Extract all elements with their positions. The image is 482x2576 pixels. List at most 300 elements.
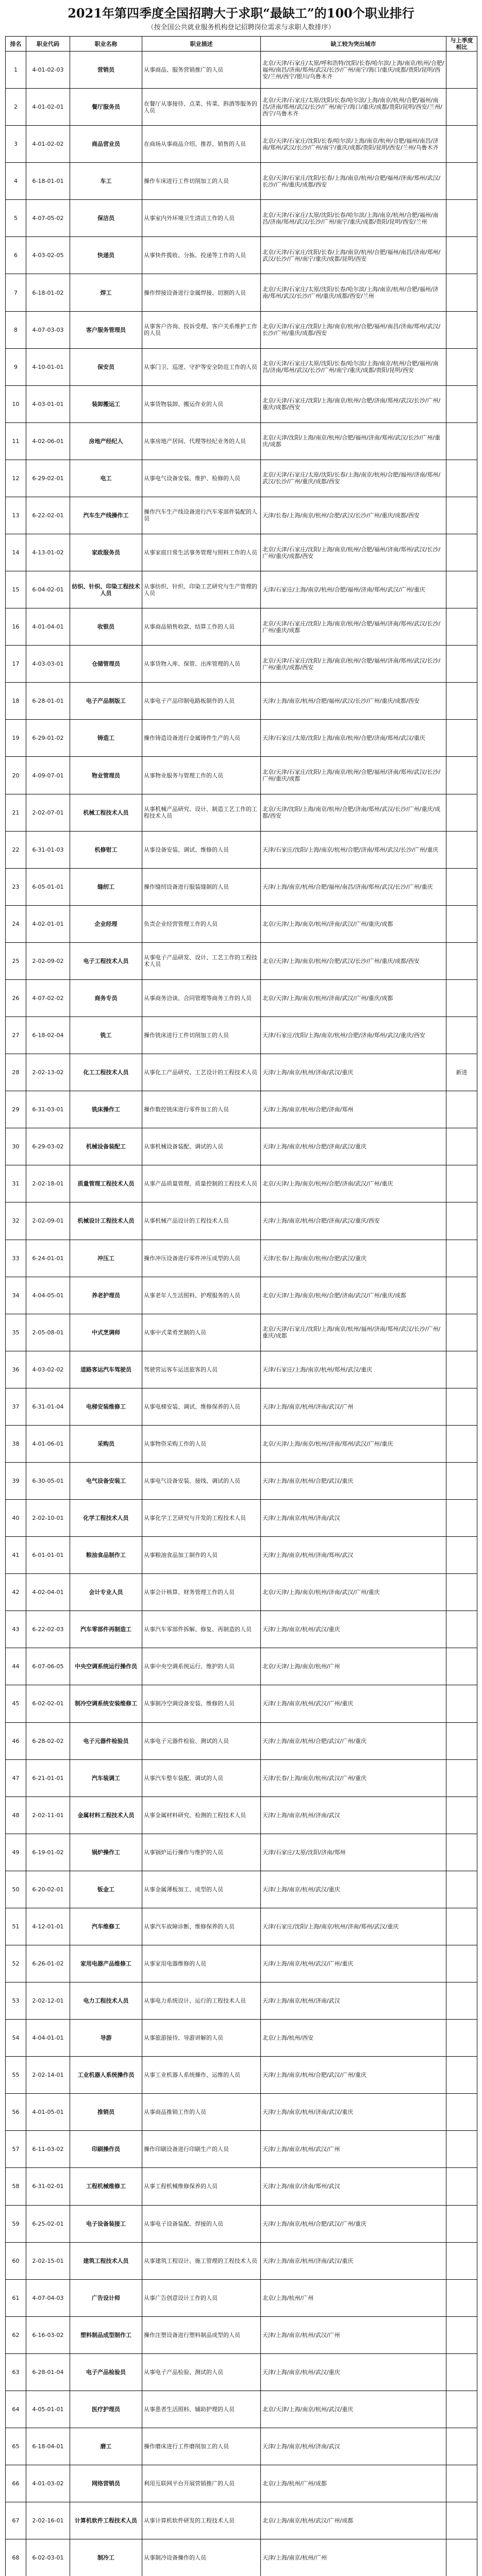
table-row <box>6 720 477 757</box>
cell-description: 操作铸造设备进行金属铸件生产的人员 <box>142 720 261 757</box>
cell-name: 客户服务管理员 <box>70 311 142 348</box>
table-body <box>6 52 477 2576</box>
cell-name: 机械设计工程技术人员 <box>70 1202 142 1240</box>
table-row <box>6 1759 477 1797</box>
cell-description: 从事商品推销工作的人员 <box>142 2094 261 2131</box>
cell-cities: 北京/天津/上海/南京/杭州/济南/武汉/广州/重庆/成都 <box>261 979 446 1016</box>
cell-code: 4-02-04-01 <box>26 1574 70 1611</box>
cell-cities: 天津/上海/南京/杭州/武汉/广州/重庆 <box>261 1945 446 1982</box>
cell-code: 4-01-03-02 <box>26 2465 70 2502</box>
cell-rank: 2 <box>6 89 26 126</box>
cell-code: 6-20-02-01 <box>26 1871 70 1908</box>
cell-code: 6-22-02-03 <box>26 1611 70 1648</box>
cell-description: 从事房地产居间、代理等经纪业务的人员 <box>142 422 261 460</box>
cell-code: 6-02-03-01 <box>26 2539 70 2576</box>
cell-name: 采购员 <box>70 1425 142 1462</box>
cell-change <box>446 1388 477 1425</box>
cell-rank: 35 <box>6 1314 26 1351</box>
table-row <box>6 126 477 163</box>
cell-description: 从事物业服务与管理工作的人员 <box>142 757 261 794</box>
cell-description: 操作磨床进行工件磨削加工的人员 <box>142 2428 261 2465</box>
cell-description: 从事中式菜肴烹制的人员 <box>142 1314 261 1351</box>
cell-rank: 56 <box>6 2094 26 2131</box>
cell-cities: 北京/天津/石家庄/太原/沈阳/长春/上海/南京/杭州/合肥/福州/济南/郑州/武汉/长沙/广州/重庆/成都/西安 <box>261 460 446 497</box>
cell-cities: 北京/天津/上海/南京/杭州/合肥/济南/武汉/广州/重庆 <box>261 1165 446 1202</box>
cell-cities: 北京/天津/石家庄/太原/沈阳/长春/哈尔滨/上海/南京/杭州/合肥/福州/济南/郑州/武汉/长沙/广州/重庆/成都/西安/兰州 <box>261 274 446 311</box>
cell-rank: 44 <box>6 1648 26 1685</box>
cell-cities: 天津/长春/上海/南京/杭州/合肥/武汉/重庆 <box>261 1240 446 1277</box>
cell-name: 汽车零部件再制造工 <box>70 1611 142 1648</box>
cell-name: 锅炉操作工 <box>70 1834 142 1871</box>
cell-cities: 北京/天津/石家庄/太原/沈阳/长春/哈尔滨/上海/南京/杭州/合肥/福州/南昌/济南/郑州/武汉/长沙/广州/南宁/海口/重庆/成都/贵阳/昆明/西安/兰州/西宁/乌鲁木齐 <box>261 89 446 126</box>
cell-cities: 北京/天津/石家庄/沈阳/上海/南京/杭州/合肥/福州/南昌/济南/郑州/武汉/长沙/广州/重庆/成都/西安 <box>261 311 446 348</box>
cell-cities: 北京/天津/石家庄/沈阳/上海/南京/杭州/合肥/福州/济南/郑州/武汉/长沙/广州/重庆/成都 <box>261 608 446 646</box>
cell-name: 商务专员 <box>70 979 142 1016</box>
cell-description: 从事工程机械维修保养的人员 <box>142 2168 261 2205</box>
cell-change <box>446 2502 477 2539</box>
cell-rank: 65 <box>6 2428 26 2465</box>
cell-description: 在商场从事商品介绍、推荐、销售的人员 <box>142 126 261 163</box>
cell-code: 6-05-01-01 <box>26 868 70 905</box>
cell-rank: 9 <box>6 348 26 385</box>
header-change: 与上季度相比 <box>446 37 477 52</box>
cell-rank: 62 <box>6 2316 26 2353</box>
cell-cities: 北京/上海/杭州/西安 <box>261 2020 446 2057</box>
cell-description: 从事汽车整车装配、调试的人员 <box>142 1759 261 1797</box>
table-row <box>6 1685 477 1722</box>
cell-change <box>446 274 477 311</box>
cell-rank: 12 <box>6 460 26 497</box>
cell-change <box>446 311 477 348</box>
header-code: 职业代码 <box>26 37 70 52</box>
table-row <box>6 348 477 385</box>
cell-rank: 33 <box>6 1240 26 1277</box>
table-row <box>6 683 477 720</box>
cell-name: 钣金工 <box>70 1871 142 1908</box>
cell-change <box>446 1537 477 1574</box>
table-row <box>6 868 477 905</box>
cell-name: 铸造工 <box>70 720 142 757</box>
cell-description: 从事机械设备装配、调试的人员 <box>142 1128 261 1165</box>
cell-name: 物业管理员 <box>70 757 142 794</box>
cell-name: 粮油食品制作工 <box>70 1537 142 1574</box>
cell-code: 6-31-02-01 <box>26 2168 70 2205</box>
cell-name: 电子元器件检验员 <box>70 1722 142 1759</box>
cell-description: 从事电气设备安装、接线、调试的人员 <box>142 1462 261 1499</box>
cell-rank: 47 <box>6 1759 26 1797</box>
cell-rank: 15 <box>6 571 26 608</box>
cell-code: 4-03-02-02 <box>26 1351 70 1388</box>
cell-description: 从事电子产品研发、设计、工艺工作的工程技术人员 <box>142 942 261 979</box>
cell-change <box>446 89 477 126</box>
cell-cities: 天津/石家庄/沈阳/上海/南京/杭州/合肥/济南/郑州/武汉/长沙/广州/重庆 <box>261 831 446 868</box>
cell-change <box>446 1500 477 1537</box>
document-subtitle: （按全国公共就业服务机构登记招聘岗位需求与求职人数排序） <box>147 24 335 31</box>
cell-code: 6-24-01-01 <box>26 1240 70 1277</box>
cell-code: 2-02-09-02 <box>26 942 70 979</box>
cell-description: 从事电力系统设计、运行的工程技术人员 <box>142 1982 261 2020</box>
cell-change <box>446 1834 477 1871</box>
cell-name: 冲压工 <box>70 1240 142 1277</box>
cell-rank: 39 <box>6 1462 26 1499</box>
cell-description: 从事家用电器维修的人员 <box>142 1945 261 1982</box>
table-row <box>6 2539 477 2576</box>
cell-rank: 19 <box>6 720 26 757</box>
cell-cities: 天津/石家庄/沈阳/上海/南京/杭州/济南/郑州/武汉/重庆 <box>261 1908 446 1945</box>
cell-cities: 天津/石家庄/太原/沈阳/济南/郑州 <box>261 1834 446 1871</box>
cell-code: 6-31-01-03 <box>26 831 70 868</box>
cell-change <box>446 422 477 460</box>
cell-rank: 20 <box>6 757 26 794</box>
cell-name: 营销员 <box>70 52 142 89</box>
table-row <box>6 1240 477 1277</box>
cell-name: 电子产品检验员 <box>70 2353 142 2391</box>
table-row <box>6 2391 477 2428</box>
cell-rank: 48 <box>6 1797 26 1834</box>
cell-rank: 30 <box>6 1128 26 1165</box>
cell-name: 铣床操作工 <box>70 1091 142 1128</box>
cell-change <box>446 2316 477 2353</box>
cell-code: 4-10-01-01 <box>26 348 70 385</box>
cell-cities: 天津/石家庄/太原/沈阳/上海/南京/杭州/合肥/济南/郑州/武汉/重庆 <box>261 720 446 757</box>
cell-name: 商品营业员 <box>70 126 142 163</box>
cell-rank: 54 <box>6 2020 26 2057</box>
cell-description: 从事产品质量管理、质量控制的工程技术人员 <box>142 1165 261 1202</box>
cell-name: 建筑工程技术人员 <box>70 2242 142 2279</box>
cell-change <box>446 1091 477 1128</box>
cell-name: 会计专业人员 <box>70 1574 142 1611</box>
cell-cities: 天津/上海/南京/杭州/合肥/武汉/重庆 <box>261 1462 446 1499</box>
cell-description: 从事化学工艺研究与开发的工程技术人员 <box>142 1500 261 1537</box>
cell-change <box>446 1574 477 1611</box>
table-row <box>6 1648 477 1685</box>
cell-name: 广告设计师 <box>70 2279 142 2316</box>
cell-rank: 16 <box>6 608 26 646</box>
cell-code: 6-19-01-02 <box>26 1834 70 1871</box>
cell-change <box>446 2131 477 2168</box>
table-row <box>6 1611 477 1648</box>
cell-code: 6-01-01-01 <box>26 1537 70 1574</box>
cell-description: 从事电子元器件检验、测试的人员 <box>142 1722 261 1759</box>
header-description: 职业描述 <box>142 37 261 52</box>
cell-name: 金属材料工程技术人员 <box>70 1797 142 1834</box>
cell-change <box>446 52 477 89</box>
cell-rank: 7 <box>6 274 26 311</box>
cell-rank: 24 <box>6 905 26 942</box>
cell-cities: 天津/上海/南京/杭州/合肥/济南/武汉/重庆/西安 <box>261 1202 446 1240</box>
cell-code: 6-28-02-02 <box>26 1722 70 1759</box>
cell-code: 4-13-01-02 <box>26 534 70 571</box>
cell-cities: 北京/天津/石家庄/沈阳/上海/南京/杭州/合肥/福州/济南/郑州/武汉/长沙/广州/重庆/成都/西安 <box>261 646 446 683</box>
cell-description: 从事汽车零部件拆解、修复、再制造的人员 <box>142 1611 261 1648</box>
cell-name: 缝纫工 <box>70 868 142 905</box>
cell-name: 质量管理工程技术人员 <box>70 1165 142 1202</box>
cell-cities: 天津/石家庄/沈阳/上海/南京/杭州/合肥/济南/郑州/武汉/重庆/西安 <box>261 1017 446 1054</box>
cell-change <box>446 2353 477 2391</box>
cell-code: 2-05-08-01 <box>26 1314 70 1351</box>
cell-code: 6-11-03-02 <box>26 2131 70 2168</box>
cell-name: 制冷空调系统安装维修工 <box>70 1685 142 1722</box>
cell-code: 2-02-10-01 <box>26 1500 70 1537</box>
cell-change <box>446 683 477 720</box>
cell-rank: 42 <box>6 1574 26 1611</box>
cell-code: 4-02-06-01 <box>26 422 70 460</box>
table-row <box>6 497 477 534</box>
cell-rank: 28 <box>6 1054 26 1091</box>
cell-description: 从事电梯安装、调试、维修保养的人员 <box>142 1388 261 1425</box>
table-row <box>6 2465 477 2502</box>
cell-name: 保洁员 <box>70 200 142 237</box>
cell-description: 从事广告创意设计工作的人员 <box>142 2279 261 2316</box>
cell-description: 负责企业经营管理工作的人员 <box>142 905 261 942</box>
cell-change <box>446 942 477 979</box>
document-title: 2021年第四季度全国招聘大于求职“最缺工”的100个职业排行 <box>68 6 414 21</box>
cell-cities: 天津/石家庄/上海/南京/杭州/郑州/武汉/重庆 <box>261 1351 446 1388</box>
cell-rank: 25 <box>6 942 26 979</box>
table-row <box>6 460 477 497</box>
cell-cities: 天津/上海/南京/杭州/济南/武汉 <box>261 1500 446 1537</box>
table-row <box>6 1017 477 1054</box>
table-row <box>6 2131 477 2168</box>
table-row <box>6 311 477 348</box>
cell-name: 化学工程技术人员 <box>70 1500 142 1537</box>
cell-cities: 北京/天津/上海/南京/杭州/武汉/重庆 <box>261 2391 446 2428</box>
cell-cities: 北京/天津/石家庄/沈阳/上海/南京/杭州/合肥/济南/郑州/武汉/长沙/广州/重庆/成都/西安 <box>261 385 446 422</box>
cell-code: 6-16-03-02 <box>26 2316 70 2353</box>
cell-cities: 北京/天津/石家庄/沈阳/上海/南京/杭州/合肥/福州/济南/郑州/武汉/长沙/广州/重庆/成都 <box>261 757 446 794</box>
cell-description: 从事工业机器人系统操作、运维的人员 <box>142 2057 261 2094</box>
cell-code: 4-01-02-03 <box>26 52 70 89</box>
cell-rank: 68 <box>6 2539 26 2576</box>
table-row <box>6 89 477 126</box>
cell-code: 6-28-01-04 <box>26 2353 70 2391</box>
table-row <box>6 2242 477 2279</box>
cell-description: 从事汽车故障诊断、维修保养的人员 <box>142 1908 261 1945</box>
cell-name: 家用电器产品维修工 <box>70 1945 142 1982</box>
cell-name: 电子工程技术人员 <box>70 942 142 979</box>
cell-change <box>446 1462 477 1499</box>
cell-cities: 天津/石家庄/上海/南京/杭州/合肥/福州/济南/郑州/武汉/广州/重庆 <box>261 571 446 608</box>
table-row <box>6 1054 477 1091</box>
cell-rank: 46 <box>6 1722 26 1759</box>
cell-rank: 66 <box>6 2465 26 2502</box>
cell-change <box>446 200 477 237</box>
cell-description: 从事老年人生活照料、护理服务的人员 <box>142 1277 261 1314</box>
cell-name: 推销员 <box>70 2094 142 2131</box>
cell-name: 纺织、针织、印染工程技术人员 <box>70 571 142 608</box>
cell-code: 4-12-01-01 <box>26 1908 70 1945</box>
cell-name: 铣工 <box>70 1017 142 1054</box>
cell-description: 从事制冷设备操作的人员 <box>142 2539 261 2576</box>
cell-code: 6-18-01-01 <box>26 163 70 200</box>
cell-change <box>446 1685 477 1722</box>
cell-rank: 29 <box>6 1091 26 1128</box>
cell-change <box>446 2279 477 2316</box>
table-row <box>6 1908 477 1945</box>
cell-change <box>446 497 477 534</box>
cell-name: 机械设备装配工 <box>70 1128 142 1165</box>
cell-description: 从事客户咨询、投诉受理、客户关系维护工作的人员 <box>142 311 261 348</box>
cell-cities: 北京/天津/石家庄/沈阳/长春/哈尔滨/上海/南京/杭州/合肥/福州/南昌/济南/郑州/武汉/长沙/广州/南宁/重庆/成都/贵阳/昆明/西安/兰州/乌鲁木齐 <box>261 126 446 163</box>
cell-cities: 北京/天津/沈阳/上海/南京/杭州/合肥/福州/济南/郑州/武汉/长沙/广州/重庆/成都 <box>261 422 446 460</box>
cell-name: 中式烹调师 <box>70 1314 142 1351</box>
cell-cities: 北京/天津/石家庄/太原/呼和浩特/沈阳/长春/哈尔滨/上海/南京/杭州/合肥/福州/南昌/济南/郑州/武汉/长沙/广州/南宁/海口/重庆/成都/贵阳/昆明/西安/兰州/西宁/银川/乌鲁木齐 <box>261 52 446 89</box>
table-row <box>6 1462 477 1499</box>
cell-change <box>446 2391 477 2428</box>
cell-cities: 天津/上海/南京/济南/郑州/武汉 <box>261 2168 446 2205</box>
cell-change <box>446 163 477 200</box>
cell-name: 餐厅服务员 <box>70 89 142 126</box>
table-row <box>6 2020 477 2057</box>
cell-description: 从事电子设备装配、焊接的人员 <box>142 2205 261 2242</box>
table-row <box>6 1500 477 1537</box>
cell-name: 制冷工 <box>70 2539 142 2576</box>
cell-description: 从事制冷空调设备安装、维修的人员 <box>142 1685 261 1722</box>
table-row <box>6 1091 477 1128</box>
cell-rank: 36 <box>6 1351 26 1388</box>
cell-description: 从事电子产品印制电路板制作的人员 <box>142 683 261 720</box>
cell-cities: 北京/上海/杭州/广州 <box>261 2279 446 2316</box>
cell-cities: 天津/上海/南京/杭州/合肥/济南/郑州 <box>261 1091 446 1128</box>
cell-cities: 天津/长春/上海/南京/杭州/合肥/武汉/长沙/广州/重庆/成都/西安 <box>261 497 446 534</box>
cell-code: 4-07-02-02 <box>26 979 70 1016</box>
table-row <box>6 200 477 237</box>
cell-code: 2-02-09-01 <box>26 1202 70 1240</box>
table-row <box>6 1277 477 1314</box>
table-header-row <box>6 37 477 52</box>
cell-rank: 43 <box>6 1611 26 1648</box>
cell-change <box>446 608 477 646</box>
table-row <box>6 1574 477 1611</box>
cell-description: 从事电子产品检验、测试的人员 <box>142 2353 261 2391</box>
cell-rank: 60 <box>6 2242 26 2279</box>
cell-name: 中央空调系统运行操作员 <box>70 1648 142 1685</box>
cell-code: 6-31-03-01 <box>26 1091 70 1128</box>
table-row <box>6 1351 477 1388</box>
cell-cities: 天津/上海/南京/杭州/合肥/福州/武汉/长沙/广州/重庆/成都/西安 <box>261 683 446 720</box>
cell-name: 网络营销员 <box>70 2465 142 2502</box>
table-row <box>6 2057 477 2094</box>
cell-rank: 26 <box>6 979 26 1016</box>
cell-description: 从事患者生活照料、辅助护理的人员 <box>142 2391 261 2428</box>
cell-rank: 22 <box>6 831 26 868</box>
cell-rank: 1 <box>6 52 26 89</box>
cell-description: 从事旅游接待、导游讲解的人员 <box>142 2020 261 2057</box>
cell-code: 2-02-12-01 <box>26 1982 70 2020</box>
cell-description: 从事货物入库、保管、出库管理的人员 <box>142 646 261 683</box>
cell-change <box>446 1908 477 1945</box>
cell-rank: 57 <box>6 2131 26 2168</box>
cell-change <box>446 1982 477 2020</box>
cell-code: 4-09-07-01 <box>26 757 70 794</box>
cell-change <box>446 534 477 571</box>
cell-description: 从事纺织、针织、印染工艺研究与生产管理的人员 <box>142 571 261 608</box>
cell-cities: 天津/上海/南京/杭州/合肥/武汉/广州/重庆 <box>261 2057 446 2094</box>
cell-cities: 天津/上海/南京/杭州/济南/武汉/重庆 <box>261 2242 446 2279</box>
cell-cities: 北京/天津/上海/南京/杭州/合肥/武汉/长沙/广州/重庆/成都/西安 <box>261 942 446 979</box>
cell-rank: 32 <box>6 1202 26 1240</box>
cell-change <box>446 460 477 497</box>
cell-code: 6-29-02-01 <box>26 460 70 497</box>
header-cities: 缺工较为突出城市 <box>261 37 446 52</box>
cell-change <box>446 2057 477 2094</box>
cell-rank: 64 <box>6 2391 26 2428</box>
cell-rank: 41 <box>6 1537 26 1574</box>
cell-change <box>446 126 477 163</box>
table-row <box>6 1797 477 1834</box>
cell-code: 4-03-02-05 <box>26 237 70 274</box>
cell-code: 6-18-02-04 <box>26 1017 70 1054</box>
cell-name: 道路客运汽车驾驶员 <box>70 1351 142 1388</box>
cell-change <box>446 1240 477 1277</box>
cell-description: 从事锅炉运行操作与维护的人员 <box>142 1834 261 1871</box>
cell-change <box>446 1314 477 1351</box>
cell-description: 从事机械产品设计的工程技术人员 <box>142 1202 261 1240</box>
cell-name: 医疗护理员 <box>70 2391 142 2428</box>
cell-change <box>446 1202 477 1240</box>
cell-description: 从事电气设备安装、维护、检修的人员 <box>142 460 261 497</box>
table-row <box>6 1537 477 1574</box>
cell-rank: 51 <box>6 1908 26 1945</box>
table-row <box>6 1128 477 1165</box>
table-row <box>6 979 477 1016</box>
cell-name: 电梯安装维修工 <box>70 1388 142 1425</box>
table-row <box>6 1834 477 1871</box>
cell-change <box>446 831 477 868</box>
cell-code: 6-29-03-02 <box>26 1128 70 1165</box>
cell-cities: 天津/上海/南京/杭州/合肥/福州/南昌/济南/郑州/武汉/长沙/广州/重庆 <box>261 868 446 905</box>
cell-rank: 17 <box>6 646 26 683</box>
table-row <box>6 2316 477 2353</box>
cell-code: 4-04-05-01 <box>26 1277 70 1314</box>
cell-name: 快递员 <box>70 237 142 274</box>
cell-change <box>446 1611 477 1648</box>
cell-description: 从事家庭日常生活事务管理与照料工作的人员 <box>142 534 261 571</box>
cell-cities: 天津/上海/南京/杭州/武汉/广州 <box>261 2316 446 2353</box>
cell-rank: 14 <box>6 534 26 571</box>
cell-rank: 10 <box>6 385 26 422</box>
cell-name: 汽车生产线操作工 <box>70 497 142 534</box>
cell-cities: 北京/上海/南京/杭州/武汉/广州/成都 <box>261 2502 446 2539</box>
cell-description: 操作缝纫设备进行服装缝制的人员 <box>142 868 261 905</box>
cell-description: 从事金属材料研究、检测的工程技术人员 <box>142 1797 261 1834</box>
cell-description: 从事会计核算、财务管理工作的人员 <box>142 1574 261 1611</box>
cell-description: 从事门卫、巡逻、守护等安全防范工作的人员 <box>142 348 261 385</box>
cell-code: 6-04-02-01 <box>26 571 70 608</box>
cell-change <box>446 720 477 757</box>
cell-description: 利用互联网平台开展营销推广的人员 <box>142 2465 261 2502</box>
cell-name: 印刷操作员 <box>70 2131 142 2168</box>
cell-code: 6-28-01-01 <box>26 683 70 720</box>
cell-description: 从事商品、服务营销推广的人员 <box>142 52 261 89</box>
cell-code: 4-01-02-01 <box>26 89 70 126</box>
cell-rank: 3 <box>6 126 26 163</box>
cell-rank: 52 <box>6 1945 26 1982</box>
cell-change <box>446 1128 477 1165</box>
table-row <box>6 571 477 608</box>
cell-name: 电气设备安装工 <box>70 1462 142 1499</box>
cell-description: 从事建筑工程设计、施工管理的工程技术人员 <box>142 2242 261 2279</box>
cell-change <box>446 1351 477 1388</box>
table-row <box>6 905 477 942</box>
cell-code: 4-05-01-01 <box>26 2391 70 2428</box>
cell-rank: 27 <box>6 1017 26 1054</box>
cell-change: 新进 <box>446 1054 477 1091</box>
table-row <box>6 274 477 311</box>
cell-code: 6-25-02-01 <box>26 2205 70 2242</box>
cell-change <box>446 385 477 422</box>
cell-cities: 北京/天津/上海/南京/杭州/济南/武汉/广州/重庆 <box>261 1574 446 1611</box>
